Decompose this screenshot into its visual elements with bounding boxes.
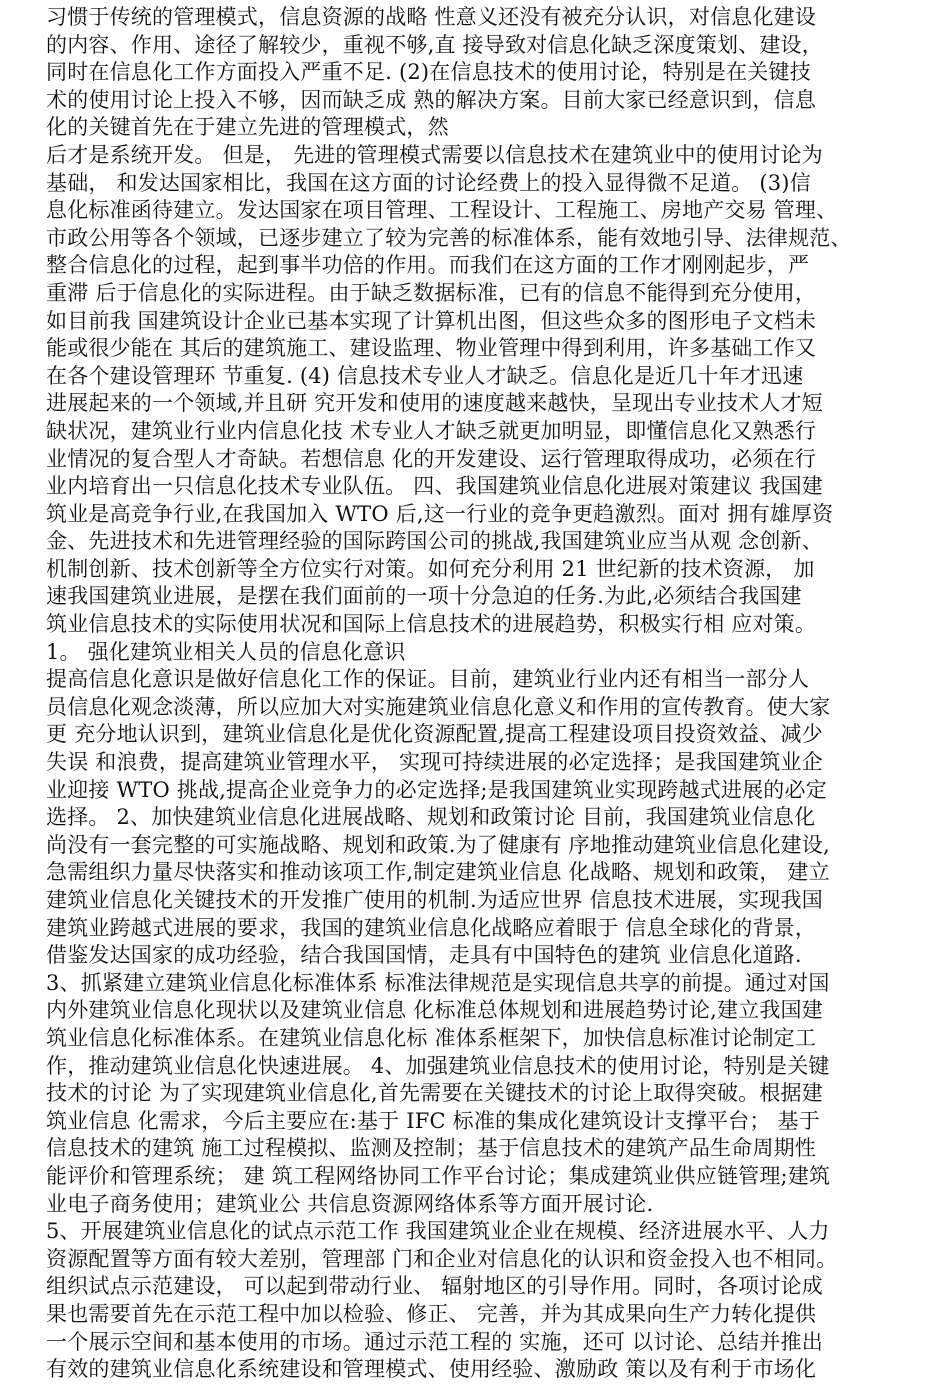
text-line: 3、抓紧建立建筑业信息化标准体系 标准法律规范是实现信息共享的前提。通过对国 xyxy=(46,970,830,995)
text-line: 果也需要首先在示范工程中加以检验、修正、 完善，并为其成果向生产力转化提供 xyxy=(46,1301,817,1326)
text-line: 整合信息化的过程，起到事半功倍的作用。而我们在这方面的工作才刚刚起步，严 xyxy=(46,253,810,278)
text-line: 业内培育出一只信息化技术专业队伍。 四、我国建筑业信息化进展对策建议 我国建 xyxy=(46,474,823,499)
text-line: 息化标准函待建立。发达国家在项目管理、工程设计、工程施工、房地产交易 管理、 xyxy=(46,198,838,223)
text-line: 后才是系统开发。 但是， 先进的管理模式需要以信息技术在建筑业中的使用讨论为 xyxy=(46,142,823,167)
text-line: 筑业信息化标准体系。在建筑业信息化标 准体系框架下，加快信息标准讨论制定工 xyxy=(46,1025,817,1050)
document-body xyxy=(46,4,918,1384)
text-line: 业迎接 WTO 挑战,提高企业竞争力的必定选择;是我国建筑业实现跨越式进展的必定 xyxy=(46,777,827,802)
text-line: 选择。 2、加快建筑业信息化进展战略、规划和政策讨论 目前，我国建筑业信息化 xyxy=(46,805,816,830)
text-line: 失误 和浪费，提高建筑业管理水平， 实现可持续进展的必定选择；是我国建筑业企 xyxy=(46,750,823,775)
text-line: 进展起来的一个领域,并且研 究开发和使用的速度越来越快，呈现出专业技术人才短 xyxy=(46,391,823,416)
text-line: 如目前我 国建筑设计企业已基本实现了计算机出图，但这些众多的图形电子文档未 xyxy=(46,308,817,333)
text-line: 机制创新、技术创新等全方位实行对策。如何充分利用 21 世纪新的技术资源， 加 xyxy=(46,556,815,581)
text-line: 建筑业信息化关键技术的开发推广使用的机制.为适应世界 信息技术进展，实现我国 xyxy=(46,888,823,912)
text-line: 业电子商务使用；建筑业公 共信息资源网络体系等方面开展讨论. xyxy=(46,1191,654,1216)
text-line: 能或很少能在 其后的建筑施工、建设监理、物业管理中得到利用，许多基础工作又 xyxy=(46,336,817,361)
text-line: 速我国建筑业进展，是摆在我们面前的一项十分急迫的任务.为此,必须结合我国建 xyxy=(46,584,802,609)
text-line: 一个展示空间和基本使用的市场。通过示范工程的 实施，还可 以讨论、总结并推出 xyxy=(46,1329,823,1354)
text-line: 基础， 和发达国家相比，我国在这方面的讨论经费上的投入显得微不足道。 (3)信 xyxy=(46,170,811,195)
text-line: 缺状况，建筑业行业内信息化技 术专业人才缺乏就更加明显，即懂信息化又熟悉行 xyxy=(46,418,817,443)
text-line: 术的使用讨论上投入不够，因而缺乏成 熟的解决方案。目前大家已经意识到，信息 xyxy=(46,87,817,112)
text-line: 有效的建筑业信息化系统建设和管理模式、使用经验、激励政 策以及有利于市场化 xyxy=(46,1357,817,1382)
text-line: 在各个建设管理环 节重复. (4) 信息技术专业人才缺乏。信息化是近几十年才迅速 xyxy=(46,363,804,388)
text-line: 借鉴发达国家的成功经验，结合我国国情，走具有中国特色的建筑 业信息化道路. xyxy=(46,943,802,968)
text-line: 能评价和管理系统； 建 筑工程网络协同工作平台讨论；集成建筑业供应链管理;建筑 xyxy=(46,1163,831,1188)
section-heading: 1。 强化建筑业相关人员的信息化意识 xyxy=(46,639,406,664)
text-line: 金、先进技术和先进管理经验的国际跨国公司的挑战,我国建筑业应当从观 念创新、 xyxy=(46,529,823,554)
text-line: 提高信息化意识是做好信息化工作的保证。目前，建筑业行业内还有相当一部分人 xyxy=(46,667,810,692)
text-line: 信息技术的建筑 施工过程模拟、监测及控制；基于信息技术的建筑产品生命周期性 xyxy=(46,1136,817,1161)
text-line: 更 充分地认识到，建筑业信息化是优化资源配置,提高工程建设项目投资效益、减少 xyxy=(46,722,823,747)
text-line: 尚没有一套完整的可实施战略、规划和政策.为了健康有 序地推动建筑业信息化建设, xyxy=(46,832,830,857)
text-line: 习惯于传统的管理模式，信息资源的战略 性意义还没有被充分认识，对信息化建设 xyxy=(46,5,817,29)
text-line: 重滞 后于信息化的实际进程。由于缺乏数据标准，已有的信息不能得到充分使用， xyxy=(46,280,817,305)
text-line: 员信息化观念淡薄，所以应加大对实施建筑业信息化意义和作用的宣传教育。使大家 xyxy=(46,694,831,719)
text-line: 业情况的复合型人才奇缺。若想信息 化的开发建设、运行管理取得成功，必须在行 xyxy=(46,446,817,471)
text-line: 筑业信息技术的实际使用状况和国际上信息技术的进展趋势，积极实行相 应对策。 xyxy=(46,612,817,637)
text-line: 5、开展建筑业信息化的试点示范工作 我国建筑业企业在规模、经济进展水平、人力 xyxy=(46,1219,830,1244)
text-line: 组织试点示范建设， 可以起到带动行业、 辐射地区的引导作用。同时，各项讨论成 xyxy=(46,1274,823,1299)
text-line: 作，推动建筑业信息化快速进展。 4、加强建筑业信息技术的使用讨论，特别是关键 xyxy=(46,1053,830,1078)
text-line: 技术的讨论 为了实现建筑业信息化,首先需要在关键技术的讨论上取得突破。根据建 xyxy=(46,1081,823,1106)
text-line: 市政公用等各个领域，已逐步建立了较为完善的标准体系，能有效地引导、法律规范、 xyxy=(46,225,852,250)
text-line: 资源配置等方面有较大差别，管理部 门和企业对信息化的认识和资金投入也不相同。 xyxy=(46,1246,838,1271)
text-line: 化的关键首先在于建立先进的管理模式，然 xyxy=(46,115,449,140)
text-line: 筑业信息 化需求，今后主要应在:基于 IFC 标准的集成化建筑设计支撑平台； 基于 xyxy=(46,1108,820,1133)
text-line: 急需组织力量尽快落实和推动该项工作,制定建筑业信息 化战略、规划和政策， 建立 xyxy=(46,860,830,885)
text-line: 的内容、作用、途径了解较少，重视不够,直 接导致对信息化缺乏深度策划、建设， xyxy=(46,32,823,57)
text-line: 筑业是高竞争行业,在我国加入 WTO 后,这一行业的竞争更趋激烈。面对 拥有雄厚资 xyxy=(46,501,834,526)
text-line: 建筑业跨越式进展的要求，我国的建筑业信息化战略应着眼于 信息全球化的背景， xyxy=(46,915,817,940)
text-line: 内外建筑业信息化现状以及建筑业信息 化标准总体规划和进展趋势讨论,建立我国建 xyxy=(46,998,823,1023)
text-line: 同时在信息化工作方面投入严重不足. (2)在信息技术的使用讨论，特别是在关键技 xyxy=(46,60,811,85)
